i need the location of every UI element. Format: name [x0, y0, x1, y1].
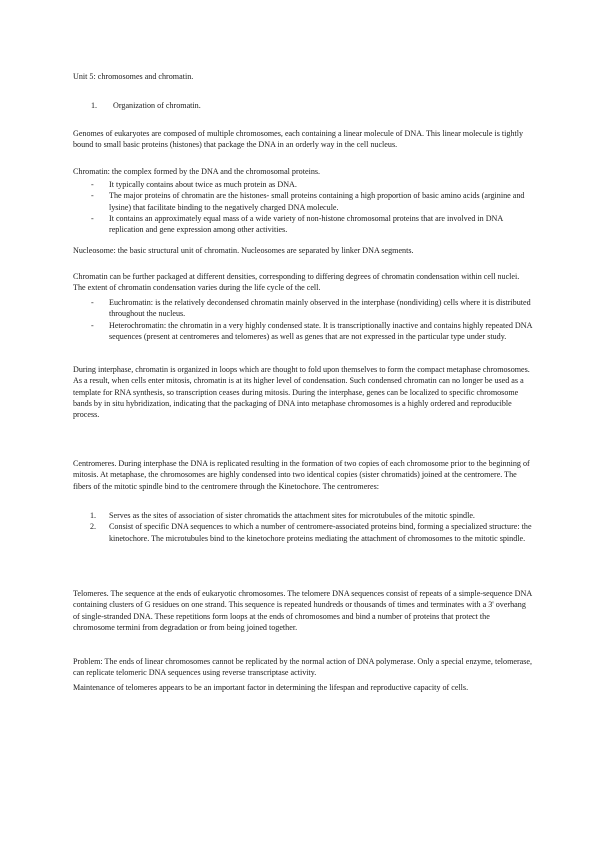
list-item-text: Heterochromatin: the chromatin in a very highly condensed state. It is transcriptionally inactive and contains highly repeated DNA sequences (present at centromeres and telomeres) as well as genes that are not expressed in the particular type under study. [109, 320, 532, 341]
paragraph-interphase: During interphase, chromatin is organized in loops which are thought to fold upon themselves to form the compact metaphase chromosomes. As a result, when cells enter mitosis, chromatin is at its higher level of condensation. Such condensed chromatin can no longer be used as a template for RNA synthesis, so transcription ceases during mitosis. During the interphase, genes can be localized to specific chromosome bands by in situ hybridization, indicating that the packaging of DNA into metaphase chromosomes is a highly ordered and reproducible process. [73, 365, 530, 420]
list-item-text: It typically contains about twice as much protein as DNA. [109, 180, 297, 189]
bullet-marker: - [91, 320, 94, 330]
chromatin-definition: Chromatin: the complex formed by the DNA and the chromosomal proteins. [73, 167, 321, 176]
list-item [73, 213, 533, 236]
bullet-marker: - [91, 180, 94, 189]
document-title: Unit 5: chromosomes and chromatin. [73, 72, 194, 81]
paragraph-telomeres: Telomeres. The sequence at the ends of eukaryotic chromosomes. The telomere DNA sequences consist of repeats of a simple-sequence DNA containing clusters of G residues on one strand. This sequence is repeated hundreds or thousands of times and terminates with a 3' overhang of single-stranded DNA. These repetitions form loops at the ends of chromosomes and bind a number of proteins that protect the chromosome termini from degradation or from being joined together. [73, 589, 532, 632]
list-item-text: Consist of specific DNA sequences to which a number of centromere-associated proteins bind, forming a specialized structure: the kinetochore. The microtubules bind to the kinetochore proteins mediating the attachment of chromosomes to the mitotic spindle. [109, 522, 532, 543]
bullet-marker: - [91, 298, 94, 307]
section-number: 1. [91, 101, 98, 110]
bullet-marker: - [91, 191, 94, 201]
packaging-bullet-list [73, 297, 533, 342]
nucleosome-definition: Nucleosome: the basic structural unit of chromatin. Nucleosomes are separated by linker DNA segments. [73, 246, 414, 255]
list-item [73, 510, 533, 521]
list-item [73, 521, 533, 544]
list-item [73, 320, 533, 343]
list-number: 1. [90, 511, 97, 520]
paragraph-centromeres: Centromeres. During interphase the DNA is replicated resulting in the formation of two copies of each chromosome prior to the beginning of mitosis. At metaphase, the chromosomes are highly condensed into two identical copies (sister chromatids) joined at the centromere. The fibers of the mitotic spindle bind to the centromere through the Kinetochore. The centromeres: [73, 459, 530, 491]
list-item-text: Euchromatin: is the relatively decondensed chromatin mainly observed in the interphase (nondividing) cells where it is distributed throughout the nucleus. [109, 298, 531, 319]
list-number: 2. [90, 522, 97, 532]
list-item [73, 297, 533, 320]
paragraph-maintenance: Maintenance of telomeres appears to be an important factor in determining the lifespan and reproductive capacity of cells. [73, 683, 469, 692]
list-item-text: Serves as the sites of association of sister chromatids the attachment sites for microtubules of the mitotic spindle. [109, 511, 475, 520]
list-item [73, 179, 533, 190]
paragraph-packaging: Chromatin can be further packaged at different densities, corresponding to differing degrees of chromatin condensation within cell nuclei. The extent of chromatin condensation varies during the life cycle of the cell. [73, 272, 520, 293]
list-item [73, 190, 533, 213]
paragraph-problem: Problem: The ends of linear chromosomes cannot be replicated by the normal action of DNA polymerase. Only a special enzyme, telomerase, can replicate telomeric DNA sequences using reverse transcriptase activity. [73, 657, 533, 678]
section-heading [73, 100, 533, 111]
section-heading-text: Organization of chromatin. [113, 101, 201, 110]
paragraph-genomes: Genomes of eukaryotes are composed of multiple chromosomes, each containing a linear molecule of DNA. This linear molecule is tightly bound to small basic proteins (histones) that package the DNA in an orderly way in the cell nucleus. [73, 129, 524, 150]
chromatin-bullet-list [73, 179, 533, 235]
bullet-marker: - [91, 213, 94, 223]
centromere-numbered-list [73, 510, 533, 544]
list-item-text: The major proteins of chromatin are the histones- small proteins containing a high proportion of basic amino acids (arginine and lysine) that facilitate binding to the negatively charged DNA molecule. [109, 191, 525, 212]
list-item-text: It contains an approximately equal mass of a wide variety of non-histone chromosomal proteins that are involved in DNA replication and gene expression among other activities. [109, 213, 503, 235]
